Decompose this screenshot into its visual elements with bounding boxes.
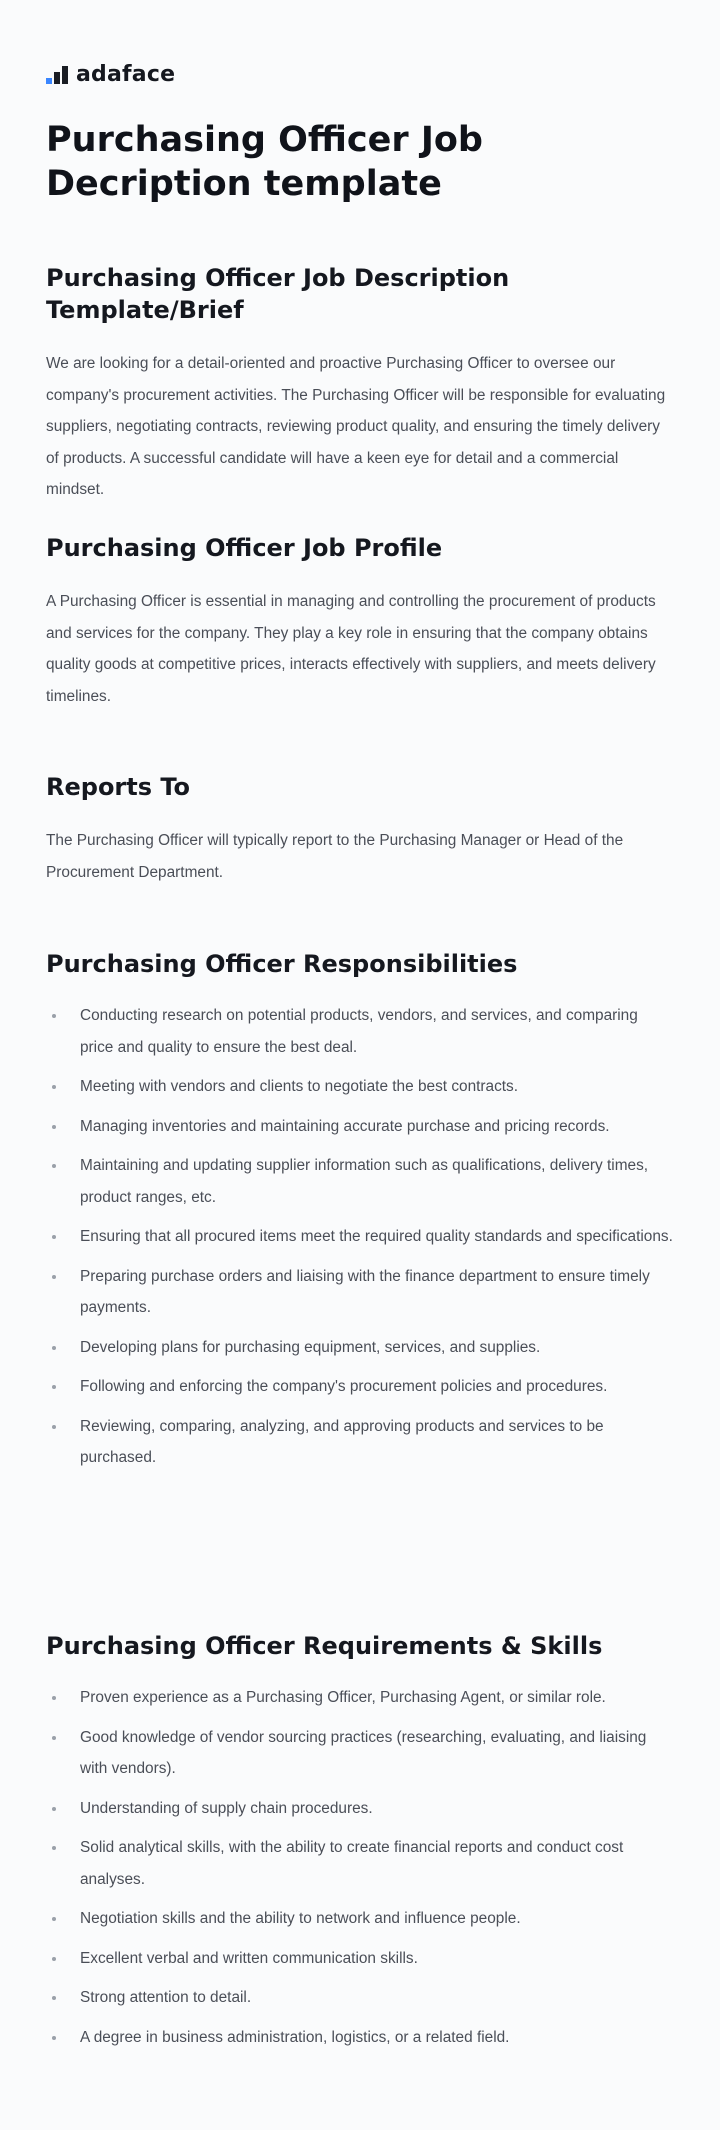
section-brief xyxy=(46,262,674,506)
section-body: A Purchasing Officer is essential in managing and controlling the procurement of products and services for the company. They play a key role in ensuring that the company obtains quality goods at competitive prices, interacts effectively with suppliers, and meets delivery timelines. xyxy=(46,593,656,705)
list-item: Developing plans for purchasing equipment, services, and supplies. xyxy=(46,1332,674,1364)
section-reports-to xyxy=(46,771,674,888)
list-item: Understanding of supply chain procedures. xyxy=(46,1793,674,1825)
list-item: Maintaining and updating supplier information such as qualifications, delivery times, product ranges, etc. xyxy=(46,1150,674,1213)
section-heading: Purchasing Officer Requirements & Skills xyxy=(46,1632,603,1660)
requirements-list xyxy=(46,1682,674,2053)
list-item: Preparing purchase orders and liaising with the finance department to ensure timely payments. xyxy=(46,1261,674,1324)
responsibilities-list xyxy=(46,1000,674,1474)
section-heading: Reports To xyxy=(46,773,191,801)
section-heading: Purchasing Officer Job Profile xyxy=(46,534,443,562)
section-body: We are looking for a detail-oriented and proactive Purchasing Officer to oversee our company's procurement activities. The Purchasing Officer will be responsible for evaluating suppliers, negotiating contracts, reviewing product quality, and ensuring the timely delivery of products. A successful candidate will have a keen eye for detail and a commercial mindset. xyxy=(46,355,666,498)
brand-name: adaface xyxy=(76,61,176,87)
section-body: The Purchasing Officer will typically report to the Purchasing Manager or Head of the Procurement Department. xyxy=(46,832,624,881)
list-item: Conducting research on potential products, vendors, and services, and comparing price and quality to ensure the best deal. xyxy=(46,1000,674,1063)
section-requirements xyxy=(46,1630,674,2061)
list-item: A degree in business administration, logistics, or a related field. xyxy=(46,2022,674,2054)
adaface-logo-icon xyxy=(46,64,70,84)
section-responsibilities xyxy=(46,948,674,1482)
list-item: Negotiation skills and the ability to network and influence people. xyxy=(46,1903,674,1935)
list-item: Ensuring that all procured items meet the required quality standards and specifications. xyxy=(46,1221,674,1253)
section-heading: Purchasing Officer Job Description Template/Brief xyxy=(46,264,510,324)
list-item: Excellent verbal and written communication skills. xyxy=(46,1943,674,1975)
list-item: Strong attention to detail. xyxy=(46,1982,674,2014)
list-item: Proven experience as a Purchasing Officer, Purchasing Agent, or similar role. xyxy=(46,1682,674,1714)
list-item: Following and enforcing the company's procurement policies and procedures. xyxy=(46,1371,674,1403)
brand-logo[interactable] xyxy=(46,60,175,88)
list-item: Managing inventories and maintaining accurate purchase and pricing records. xyxy=(46,1111,674,1143)
section-job-profile xyxy=(46,532,674,712)
list-item: Reviewing, comparing, analyzing, and approving products and services to be purchased. xyxy=(46,1411,674,1474)
list-item: Solid analytical skills, with the ability to create financial reports and conduct cost analyses. xyxy=(46,1832,674,1895)
list-item: Good knowledge of vendor sourcing practices (researching, evaluating, and liaising with vendors). xyxy=(46,1722,674,1785)
list-item: Meeting with vendors and clients to negotiate the best contracts. xyxy=(46,1071,674,1103)
section-heading: Purchasing Officer Responsibilities xyxy=(46,950,518,978)
page-title: Purchasing Officer Job Decription template xyxy=(46,120,483,204)
